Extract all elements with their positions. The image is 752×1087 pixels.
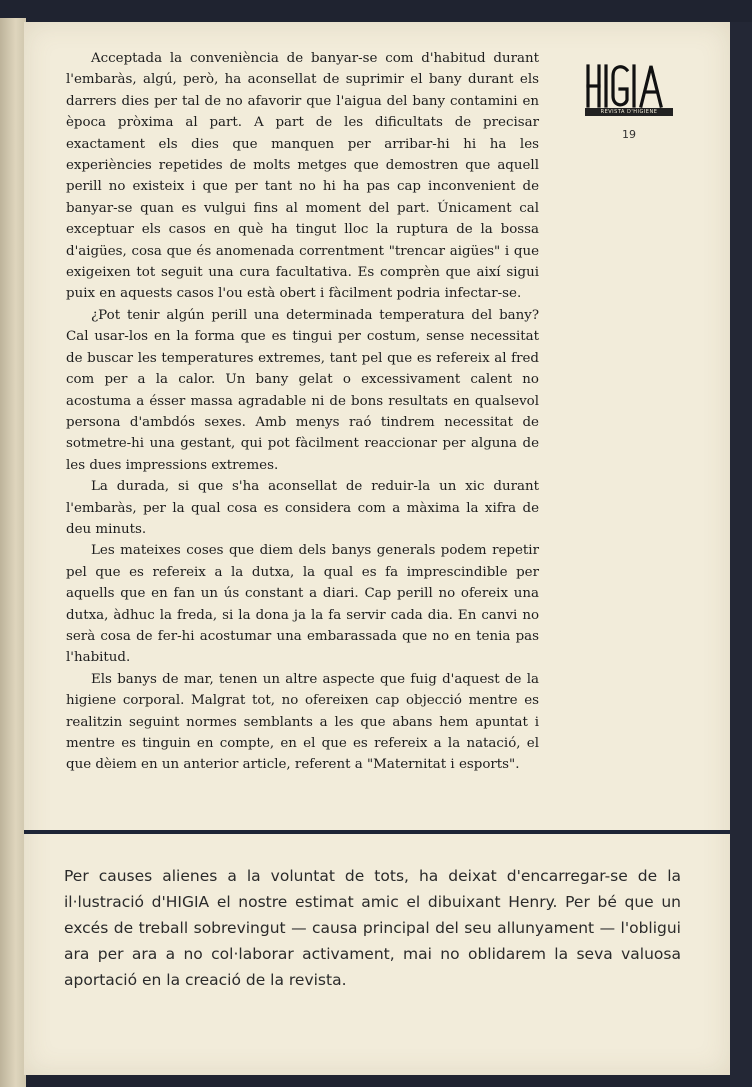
page-number: 19 xyxy=(622,128,636,141)
background-edge xyxy=(730,22,752,1087)
article-paragraph: La durada, si que s'ha aconsellat de reduir-la un xic durant l'embaràs, per la qual cosa es considera com a màxima la xifra de deu minuts. xyxy=(66,479,539,537)
article-paragraph: Els banys de mar, tenen un altre aspecte que fuig d'aquest de la higiene corporal. Malgrat tot, no ofereixen cap objecció mentre es realitzin seguint normes semblants a les que abans hem apuntat i mentre es tinguin en compte, en el que es refereix a la natació, el que dèiem en un anterior article, referent a "Maternitat i esports". xyxy=(66,671,539,773)
notice-box xyxy=(64,863,681,993)
notice-text: Per causes alienes a la voluntat de tots, ha deixat d'encarregar-se de la il·lustració d'HIGIA el nostre estimat amic el dibuixant Henry. Per bé que un excés de treball sobrevingut — causa principal del seu allunyament — l'obligui ara per ara a no col·laborar activament, mai no oblidarem la seva valuosa aportació en la creació de la revista. xyxy=(64,867,681,989)
article-paragraph: Les mateixes coses que diem dels banys generals podem repetir pel que es refereix a la dutxa, la qual es fa imprescindible per aquells que en fan un ús constant a diari. Cap perill no ofereix una dutxa, àdhuc la freda, si la dona ja la fa servir cada dia. En canvi no serà cosa de fer-hi acostumar una embarassada que no en tenia pas l'habitud. xyxy=(66,543,539,666)
article-body xyxy=(66,48,539,776)
magazine-page xyxy=(24,22,730,1075)
facing-page-edge xyxy=(0,18,26,1087)
logo-subtitle: REVISTA D'HIGIENE xyxy=(585,108,673,116)
article-paragraph: Acceptada la conveniència de banyar-se com d'habitud durant l'embaràs, algú, però, ha aconsellat de suprimir el bany durant els darrers dies per tal de no afavorir que l'aigua del bany contamini en època pròxima al part. A part de les dificultats de precisar exactament els dies que manquen per arribar-hi hi ha les experiències repetides de molts metges que demostren que aquell perill no existeix i que per tant no hi ha pas cap inconvenient de banyar-se quan es vulgui fins al moment del part. Únicament cal exceptuar els casos en què ha tingut lloc la ruptura de la bossa d'aigües, cosa que és anomenada correntment "trencar aigües" i que exigeixen tot seguit una cura facultativa. Es comprèn que així sigui puix en aquests casos l'ou està obert i fàcilment podria infectar-se. xyxy=(66,51,539,302)
article-paragraph: ¿Pot tenir algún perill una determinada temperatura del bany? Cal usar-los en la forma que es tingui per costum, sense necessitat de buscar les temperatures extremes, tant pel que es refereix al fred com per a la calor. Un bany gelat o excessivament calent no acostuma a ésser massa agradable ni de bons resultats en qualsevol persona d'ambdós sexes. Amb menys raó tindrem necessitat de sotmetre-hi una gestant, qui pot fàcilment reaccionar per alguna de les dues impressions extremes. xyxy=(66,307,539,473)
section-divider xyxy=(24,830,730,834)
